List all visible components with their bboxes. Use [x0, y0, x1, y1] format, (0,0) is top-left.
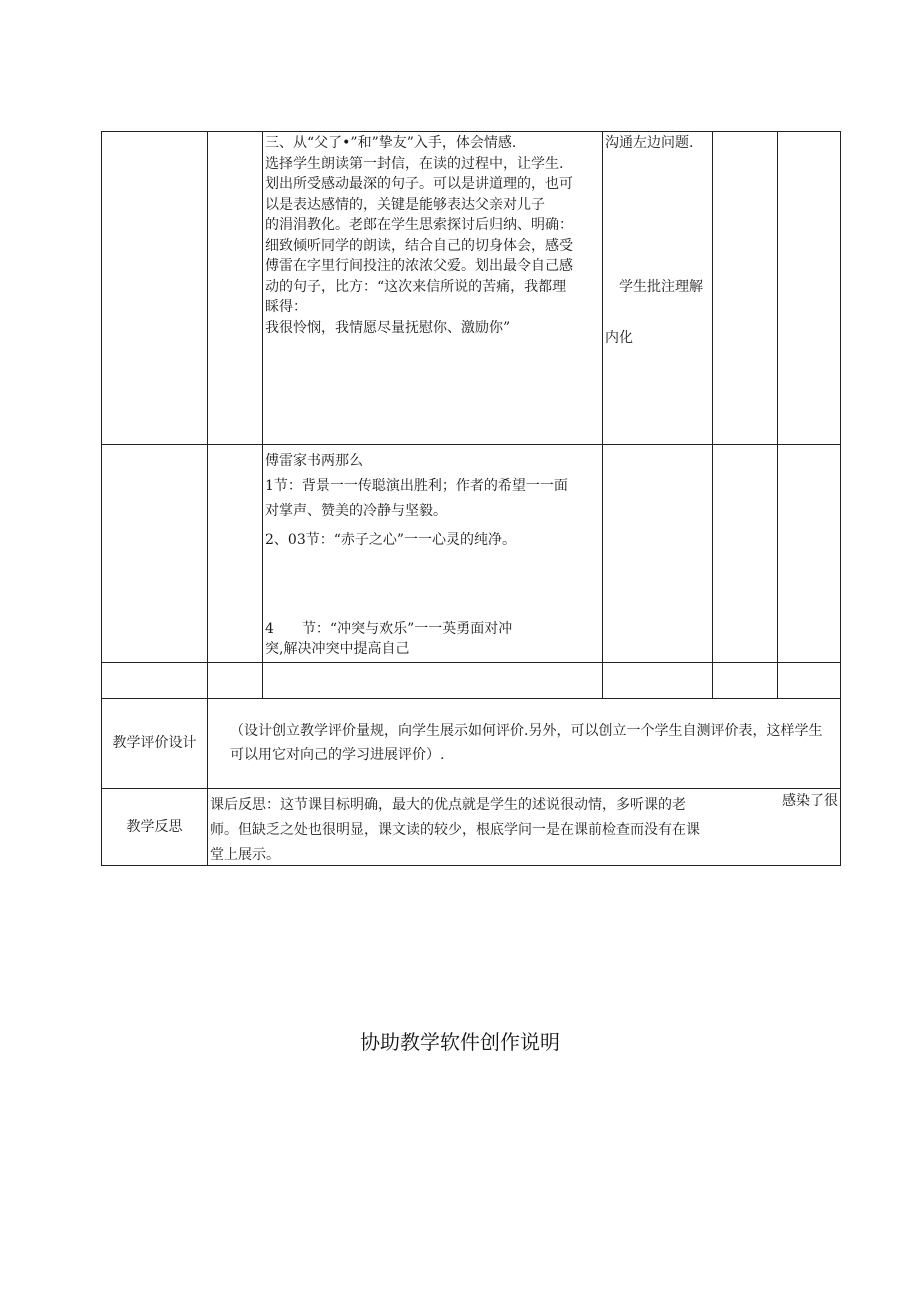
student-activity-top: 沟通左边问题. [605, 135, 694, 151]
reflection-line: 师。但缺乏之处也很明显，课文读的较少，根底学问一是在课前检查而没有在课 [210, 822, 700, 838]
teaching-content-cell [263, 132, 603, 445]
table-row [102, 699, 841, 789]
empty-cell [713, 663, 778, 699]
empty-cell [603, 445, 713, 663]
reflection-label: 教学反思 [102, 789, 208, 866]
lesson-plan-table [101, 131, 841, 866]
content-line: 三、从“父了•”和”挚友”入手，体会情感. [265, 135, 517, 151]
content-line: 细致倾听同学的朗读，结合自己的切身体会，感受 [265, 237, 573, 254]
content-line: 我很怜悯，我情愿尽量抚慰你、激励你” [265, 319, 511, 336]
table-row [102, 789, 841, 866]
table-row [102, 445, 841, 663]
empty-cell [102, 445, 208, 663]
content-line: 对掌声、赞美的冷静与坚毅。 [265, 503, 447, 519]
section-heading: 协助教学软件创作说明 [360, 1030, 560, 1054]
empty-cell [778, 445, 841, 663]
empty-cell [778, 132, 841, 445]
empty-cell [713, 445, 778, 663]
student-activity-cell [603, 132, 713, 445]
student-activity-line: 学生批注理解 [619, 279, 703, 295]
reflection-tail: 感染了很 [782, 793, 838, 809]
content-line: 傅雷家书两那么 [265, 453, 363, 469]
reflection-text-cell [208, 789, 841, 866]
content-line: 以是表达感情的，关键是能够表达父亲对儿子 [265, 196, 545, 213]
evaluation-label: 教学评价设计 [102, 699, 208, 789]
content-line: 4 节：“冲突与欢乐”一一英勇面对冲 [265, 621, 513, 637]
reflection-line: 课后反思：这节课目标明确，最大的优点就是学生的述说很动情，多听课的老 [210, 797, 686, 813]
empty-cell [102, 132, 208, 445]
student-activity-line: 内化 [605, 330, 633, 346]
empty-cell [713, 132, 778, 445]
empty-cell [263, 663, 603, 699]
teaching-content-cell [263, 445, 603, 663]
empty-cell [102, 663, 208, 699]
table-row [102, 132, 841, 445]
empty-cell [603, 663, 713, 699]
evaluation-text-cell [208, 699, 841, 789]
empty-cell [778, 663, 841, 699]
empty-cell [208, 445, 263, 663]
content-line: 选择学生朗读第一封信，在读的过程中，让学生. [265, 155, 564, 172]
evaluation-text: （设计创立教学评价量规，向学生展示如何评价.另外，可以创立一个学生自测评价表，这样学生可以用它对向己的学习进展评价）. [230, 723, 823, 763]
table-row [102, 663, 841, 699]
content-line: 划出所受感动最深的句子。可以是讲道理的，也可 [265, 176, 573, 192]
content-line: 2、03节：“赤子之心”一一心灵的纯净。 [265, 532, 517, 548]
content-line: 动的句子，比方：“这次来信所说的苦痛，我都理 [265, 278, 567, 295]
content-line: 1节：背景一一传聪演出胜利；作者的希望一一面 [265, 478, 568, 494]
content-line: 突,解决冲突中提高自己 [265, 641, 410, 657]
content-line: 的涓涓教化。老郎在学生思索探讨后归纳、明确： [265, 217, 573, 233]
reflection-line: 堂上展示。 [210, 847, 280, 863]
content-line: 傅雷在字里行间投注的浓浓父爱。划出最令自己感 [265, 258, 573, 274]
content-line: 睬得： [265, 299, 307, 315]
empty-cell [208, 132, 263, 445]
empty-cell [208, 663, 263, 699]
